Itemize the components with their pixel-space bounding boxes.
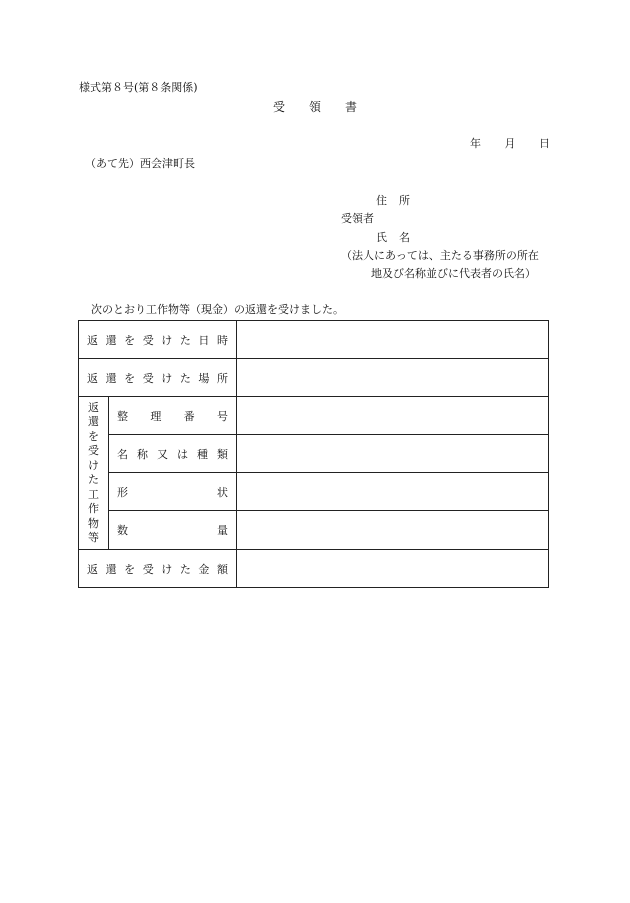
addressee: （あて先）西会津町長 bbox=[85, 157, 195, 170]
intro-text: 次のとおり工作物等（現金）の返還を受けました。 bbox=[91, 303, 344, 316]
corporate-note-line1: （法人にあっては、主たる事務所の所在 bbox=[341, 249, 539, 262]
returned-items-group-label: 返 還 を 受 け た 工 作 物 等 bbox=[79, 397, 109, 550]
place-label-cell: 返 還 を 受 け た 場 所 bbox=[79, 359, 237, 397]
day-label: 日 bbox=[539, 137, 550, 150]
table-row bbox=[79, 550, 549, 588]
place-value-cell[interactable] bbox=[237, 359, 549, 397]
table-row bbox=[79, 321, 549, 359]
table-row bbox=[79, 359, 549, 397]
reference-number-value-cell[interactable] bbox=[237, 397, 549, 435]
form-number: 様式第８号(第８条関係) bbox=[79, 81, 198, 94]
quantity-label-cell: 数 量 bbox=[109, 511, 237, 550]
address-label: 住 所 bbox=[376, 194, 410, 207]
return-receipt-table bbox=[78, 320, 549, 588]
month-label: 月 bbox=[504, 137, 516, 150]
amount-value-cell[interactable] bbox=[237, 550, 549, 588]
date-time-label-cell: 返 還 を 受 け た 日 時 bbox=[79, 321, 237, 359]
document-title: 受 領 書 bbox=[273, 100, 357, 114]
reference-number-label-cell: 整 理 番 号 bbox=[109, 397, 237, 435]
date-time-value-cell[interactable] bbox=[237, 321, 549, 359]
table-row bbox=[79, 473, 549, 511]
date-line bbox=[470, 137, 550, 151]
table-row bbox=[79, 397, 549, 435]
receiver-label: 受領者 bbox=[341, 212, 374, 225]
quantity-value-cell[interactable] bbox=[237, 511, 549, 550]
corporate-note-line2: 地及び名称並びに代表者の氏名） bbox=[371, 267, 536, 280]
table-row bbox=[79, 511, 549, 550]
name-label: 氏 名 bbox=[376, 231, 410, 244]
shape-value-cell[interactable] bbox=[237, 473, 549, 511]
name-or-type-label-cell: 名 称 又 は 種 類 bbox=[109, 435, 237, 473]
shape-label-cell: 形 状 bbox=[109, 473, 237, 511]
year-label: 年 bbox=[470, 137, 481, 150]
name-or-type-value-cell[interactable] bbox=[237, 435, 549, 473]
amount-label-cell: 返 還 を 受 け た 金 額 bbox=[79, 550, 237, 588]
table-row bbox=[79, 435, 549, 473]
